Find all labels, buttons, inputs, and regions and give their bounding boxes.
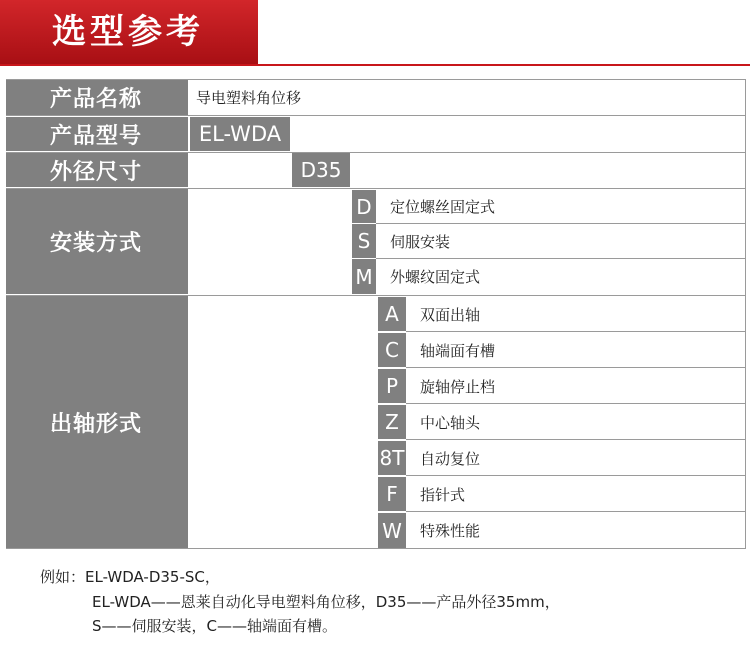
diameter-value: D35 (292, 153, 350, 187)
shaft-type-label: 出轴形式 (6, 296, 188, 548)
shaft-text-c: 轴端面有槽 (420, 341, 496, 360)
example-line-2: EL-WDA——恩莱自动化导电塑料角位移，D35——产品外径35mm， (92, 593, 560, 611)
row-divider (406, 511, 746, 512)
shaft-text-z: 中心轴头 (420, 413, 481, 432)
shaft-text-f: 指针式 (420, 485, 466, 504)
install-text-m: 外螺纹固定式 (390, 268, 481, 286)
product-name-value: 导电塑料角位移 (196, 89, 302, 107)
model-value: EL-WDA (190, 117, 290, 151)
shaft-code-z: Z (378, 405, 406, 439)
diameter-label: 外径尺寸 (6, 153, 188, 187)
shaft-code-f: F (378, 477, 406, 511)
row-divider (6, 115, 746, 116)
install-text-s: 伺服安装 (390, 232, 451, 251)
shaft-code-8t: 8T (378, 441, 406, 475)
row-divider (406, 403, 746, 404)
install-code-s: S (352, 224, 376, 258)
table-bottom-border (6, 548, 746, 549)
row-divider (406, 475, 746, 476)
install-code-m: M (352, 259, 376, 294)
shaft-text-p: 旋轴停止档 (420, 377, 496, 396)
shaft-code-a: A (378, 297, 406, 331)
shaft-code-w: W (378, 513, 406, 548)
example-line-3: S——伺服安装，C——轴端面有槽。 (92, 617, 337, 635)
install-method-label: 安装方式 (6, 189, 188, 294)
row-divider (406, 331, 746, 332)
shaft-text-a: 双面出轴 (420, 305, 481, 324)
row-divider (406, 367, 746, 368)
example-line-1: 例如：EL-WDA-D35-SC， (40, 568, 220, 586)
table-right-border (745, 79, 746, 549)
header-divider (0, 64, 750, 66)
page-title: 选型参考 (52, 12, 204, 52)
shaft-text-w: 特殊性能 (420, 522, 481, 540)
shaft-code-c: C (378, 333, 406, 367)
model-label: 产品型号 (6, 117, 188, 151)
shaft-code-p: P (378, 369, 406, 403)
install-text-d: 定位螺丝固定式 (390, 198, 496, 216)
install-code-d: D (352, 190, 376, 223)
shaft-text-8t: 自动复位 (420, 449, 481, 468)
row-divider (406, 439, 746, 440)
product-name-label: 产品名称 (6, 80, 188, 115)
